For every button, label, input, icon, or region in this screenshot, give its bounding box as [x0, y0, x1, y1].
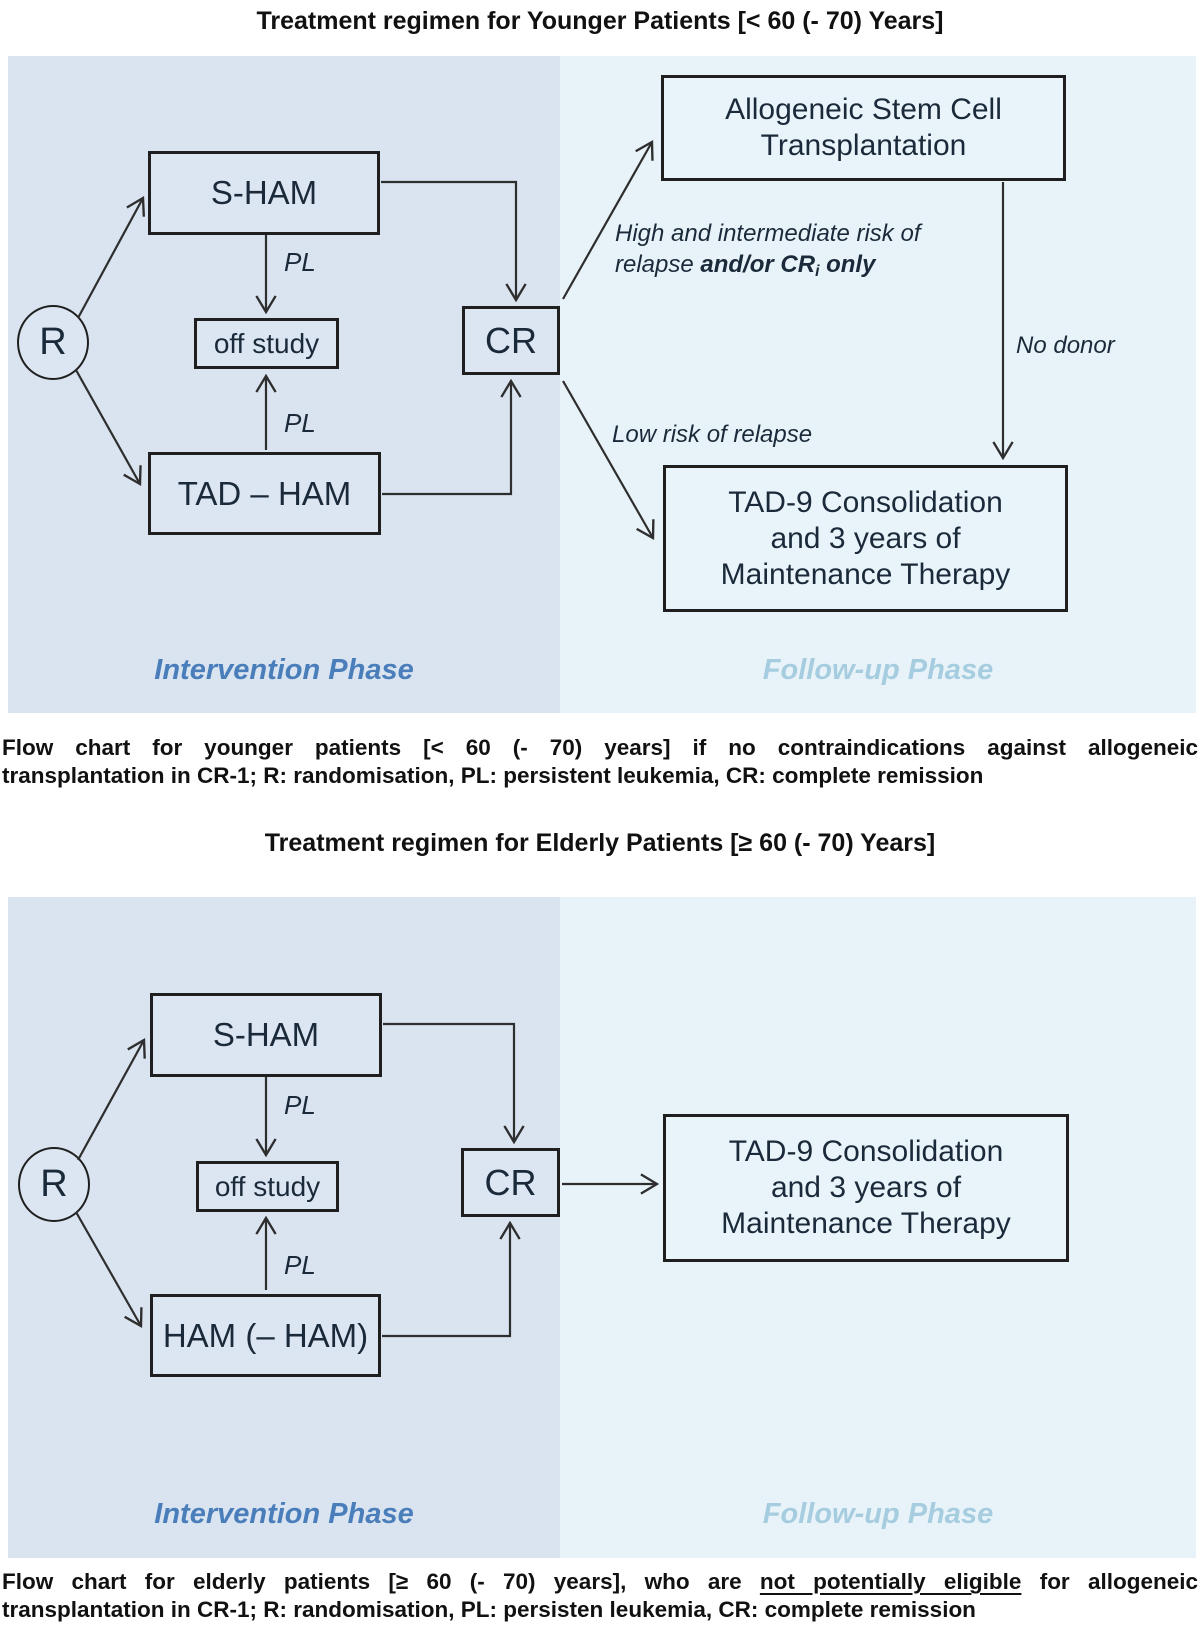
chart2-node-randomisation	[18, 1147, 90, 1222]
chart2-node-tad9-line3: Maintenance Therapy	[721, 1207, 1011, 1240]
chart1-title: Treatment regimen for Younger Patients [< 60 (- 70) Years]	[256, 7, 944, 35]
chart1-pl-label-bottom: PL	[284, 408, 316, 438]
chart1-annotation-high-risk	[615, 218, 960, 287]
chart2-node-off-study-label: off study	[214, 1170, 321, 1202]
chart1-followup-phase-label: Follow-up Phase	[762, 654, 994, 686]
chart2-caption	[2, 1568, 1198, 1624]
chart1-node-tad9-line2: and 3 years of	[770, 521, 961, 555]
chart1-pl-label-top: PL	[284, 247, 316, 277]
chart2-intervention-phase-label: Intervention Phase	[154, 1498, 414, 1530]
chart1-annotation-high-risk-line1: High and intermediate risk of	[615, 220, 921, 247]
chart2-node-cr	[461, 1148, 560, 1217]
chart2-pl-label-bottom: PL	[284, 1250, 316, 1280]
chart1-caption-line1: Flow chart for younger patients [< 60 (- 70) years] if no contraindications against allogeneic	[2, 735, 1198, 760]
chart2-node-tad9-line2: and 3 years of	[770, 1171, 962, 1204]
chart1-node-tad-ham	[148, 452, 381, 535]
chart2-node-sham-label: S-HAM	[212, 1016, 320, 1053]
chart2-node-off-study	[196, 1161, 339, 1212]
chart1-caption	[2, 734, 1198, 790]
chart2-node-tad9-line1: TAD-9 Consolidation	[728, 1135, 1004, 1168]
chart2-node-tad9-consolidation	[663, 1114, 1069, 1262]
chart1-annotation-high-risk-line2b: and/or CR	[700, 251, 816, 278]
chart1-node-randomisation	[17, 305, 89, 380]
chart1-node-allogeneic-line1: Allogeneic Stem Cell	[725, 93, 1002, 126]
chart2-node-ham-ham	[150, 1294, 381, 1377]
chart1-node-randomisation-label: R	[39, 321, 67, 363]
chart2-pl-label-top: PL	[284, 1090, 316, 1120]
chart2-node-ham-ham-label: HAM (– HAM)	[162, 1316, 369, 1354]
chart2-node-sham	[150, 993, 382, 1077]
chart1-node-tad9-consolidation	[663, 465, 1068, 612]
chart2-caption-line1a: Flow chart for elderly patients [≥ 60 (- 70) years], who are	[2, 1569, 760, 1594]
chart2-node-cr-label: CR	[484, 1161, 537, 1203]
chart1-node-cr	[462, 306, 560, 375]
chart1-annotation-low-risk: Low risk of relapse	[612, 421, 813, 448]
chart1-caption-line2: transplantation in CR-1; R: randomisation, PL: persistent leukemia, CR: complete remission	[2, 763, 984, 788]
chart1-node-sham	[148, 151, 380, 235]
chart1-node-off-study-label: off study	[213, 327, 320, 359]
chart1-node-sham-label: S-HAM	[210, 174, 318, 211]
chart1-node-tad9-line3: Maintenance Therapy	[720, 557, 1011, 591]
chart1-annotation-cri-subscript: i	[815, 262, 820, 280]
chart2-caption-line1	[2, 1568, 1198, 1596]
chart2-followup-phase-label: Follow-up Phase	[762, 1498, 994, 1530]
chart1-annotation-high-risk-line2a: relapse	[615, 251, 701, 278]
chart2-caption-line2: transplantation in CR-1; R: randomisation, PL: persisten leukemia, CR: complete remission	[2, 1597, 976, 1622]
chart1-node-tad-ham-label: TAD – HAM	[177, 474, 352, 512]
chart1-node-tad9-line1: TAD-9 Consolidation	[728, 485, 1003, 519]
chart1-intervention-phase-label: Intervention Phase	[154, 654, 414, 686]
chart1-node-allogeneic-transplant	[661, 75, 1066, 181]
chart2-title: Treatment regimen for Elderly Patients [≥ 60 (- 70) Years]	[264, 829, 936, 857]
chart1-annotation-no-donor: No donor	[1016, 332, 1115, 359]
chart1-node-off-study	[194, 318, 339, 369]
chart1-annotation-high-risk-line2c: only	[819, 251, 876, 278]
chart1-node-cr-label: CR	[485, 319, 537, 361]
chart1-node-allogeneic-line2: Transplantation	[760, 129, 967, 162]
chart2-caption-underlined: not potentially eligible	[759, 1569, 1022, 1594]
chart2-node-randomisation-label: R	[40, 1163, 68, 1205]
chart2-caption-line1c: for allogeneic	[1021, 1569, 1198, 1594]
